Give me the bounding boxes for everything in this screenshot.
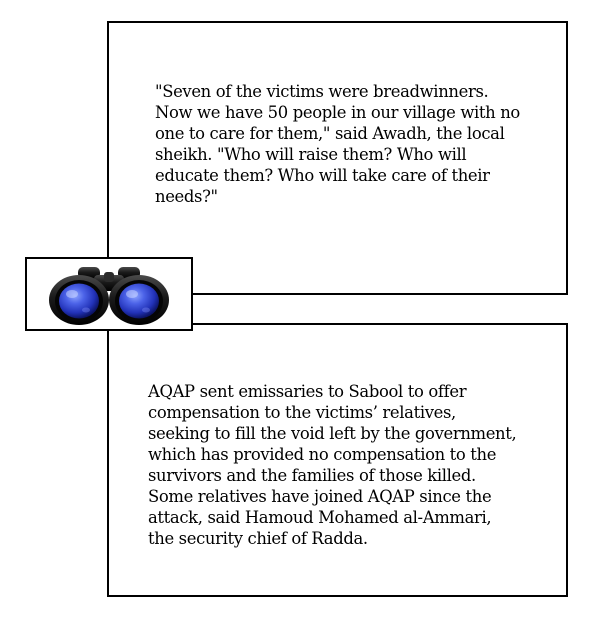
quote-panel: [107, 21, 568, 295]
story-panel: [107, 323, 568, 597]
story-text: AQAP sent emissaries to Sabool to offer compensation to the victims’ relatives, seeking to fill the void left by the government, which has provided no compensation to the survivors and the families of those killed. Some relatives have joined AQAP since the attack, said Hamoud Mohamed al-Ammari, the security chief of Radda.: [148, 382, 517, 548]
binoculars-badge: [25, 257, 193, 331]
binoculars-icon: [48, 264, 170, 326]
quote-text: "Seven of the victims were breadwinners. Now we have 50 people in our village with no one to care for them," said Awadh, the local sheikh. "Who will raise them? Who will educate them? Who will take care of their needs?": [155, 82, 520, 206]
